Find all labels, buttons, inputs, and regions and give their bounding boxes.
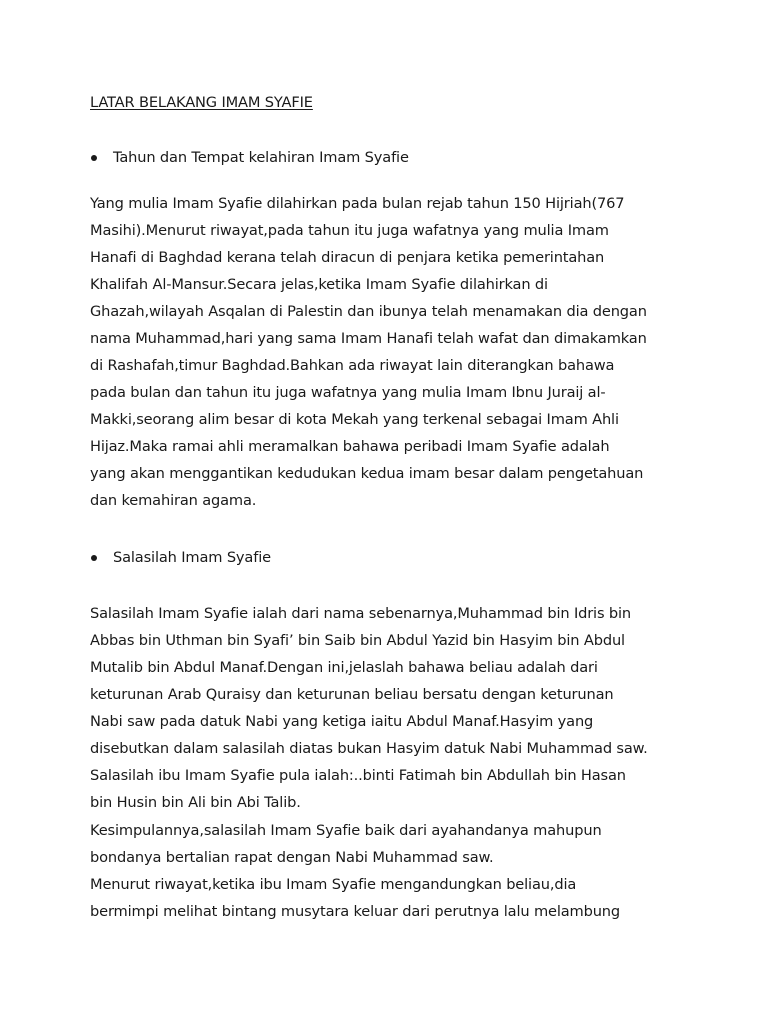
paragraph-line: Makki,seorang alim besar di kota Mekah yang terkenal sebagai Imam Ahli xyxy=(90,411,619,428)
paragraph-line: yang akan menggantikan kedudukan kedua imam besar dalam pengetahuan xyxy=(90,465,644,482)
paragraph-line: Menurut riwayat,ketika ibu Imam Syafie mengandungkan beliau,dia xyxy=(90,876,577,893)
paragraph-line: bin Husin bin Ali bin Abi Talib. xyxy=(90,794,301,811)
paragraph-line: Khalifah Al-Mansur.Secara jelas,ketika Imam Syafie dilahirkan di xyxy=(90,276,548,293)
paragraph-line: bondanya bertalian rapat dengan Nabi Muhammad saw. xyxy=(90,849,494,866)
paragraph-line: disebutkan dalam salasilah diatas bukan Hasyim datuk Nabi Muhammad saw. xyxy=(90,740,648,757)
paragraph-line: pada bulan dan tahun itu juga wafatnya yang mulia Imam Ibnu Juraij al- xyxy=(90,384,606,401)
paragraph-line: Kesimpulannya,salasilah Imam Syafie baik dari ayahandanya mahupun xyxy=(90,822,602,839)
section-heading-lineage: Salasilah Imam Syafie xyxy=(113,549,271,566)
paragraph-line: nama Muhammad,hari yang sama Imam Hanafi telah wafat dan dimakamkan xyxy=(90,330,647,347)
document-title: LATAR BELAKANG IMAM SYAFIE xyxy=(90,94,313,111)
paragraph-line: di Rashafah,timur Baghdad.Bahkan ada riwayat lain diterangkan bahawa xyxy=(90,357,615,374)
bullet-icon xyxy=(91,555,97,561)
paragraph-line: keturunan Arab Quraisy dan keturunan beliau bersatu dengan keturunan xyxy=(90,686,614,703)
paragraph-line: Mutalib bin Abdul Manaf.Dengan ini,jelaslah bahawa beliau adalah dari xyxy=(90,659,598,676)
paragraph-line: Hanafi di Baghdad kerana telah diracun di penjara ketika pemerintahan xyxy=(90,249,605,266)
paragraph-line: Hijaz.Maka ramai ahli meramalkan bahawa peribadi Imam Syafie adalah xyxy=(90,438,610,455)
paragraph-line: Ghazah,wilayah Asqalan di Palestin dan ibunya telah menamakan dia dengan xyxy=(90,303,647,320)
paragraph-line: Nabi saw pada datuk Nabi yang ketiga iaitu Abdul Manaf.Hasyim yang xyxy=(90,713,594,730)
paragraph-line: Masihi).Menurut riwayat,pada tahun itu juga wafatnya yang mulia Imam xyxy=(90,222,609,239)
bullet-icon xyxy=(91,155,97,161)
section-heading-birth: Tahun dan Tempat kelahiran Imam Syafie xyxy=(113,149,409,166)
paragraph-line: Abbas bin Uthman bin Syafi’ bin Saib bin Abdul Yazid bin Hasyim bin Abdul xyxy=(90,632,625,649)
paragraph-line: Salasilah Imam Syafie ialah dari nama sebenarnya,Muhammad bin Idris bin xyxy=(90,605,632,622)
paragraph-line: bermimpi melihat bintang musytara keluar dari perutnya lalu melambung xyxy=(90,903,621,920)
paragraph-line: Salasilah ibu Imam Syafie pula ialah:..binti Fatimah bin Abdullah bin Hasan xyxy=(90,767,626,784)
paragraph-line: Yang mulia Imam Syafie dilahirkan pada bulan rejab tahun 150 Hijriah(767 xyxy=(90,195,625,212)
paragraph-line: dan kemahiran agama. xyxy=(90,492,257,509)
